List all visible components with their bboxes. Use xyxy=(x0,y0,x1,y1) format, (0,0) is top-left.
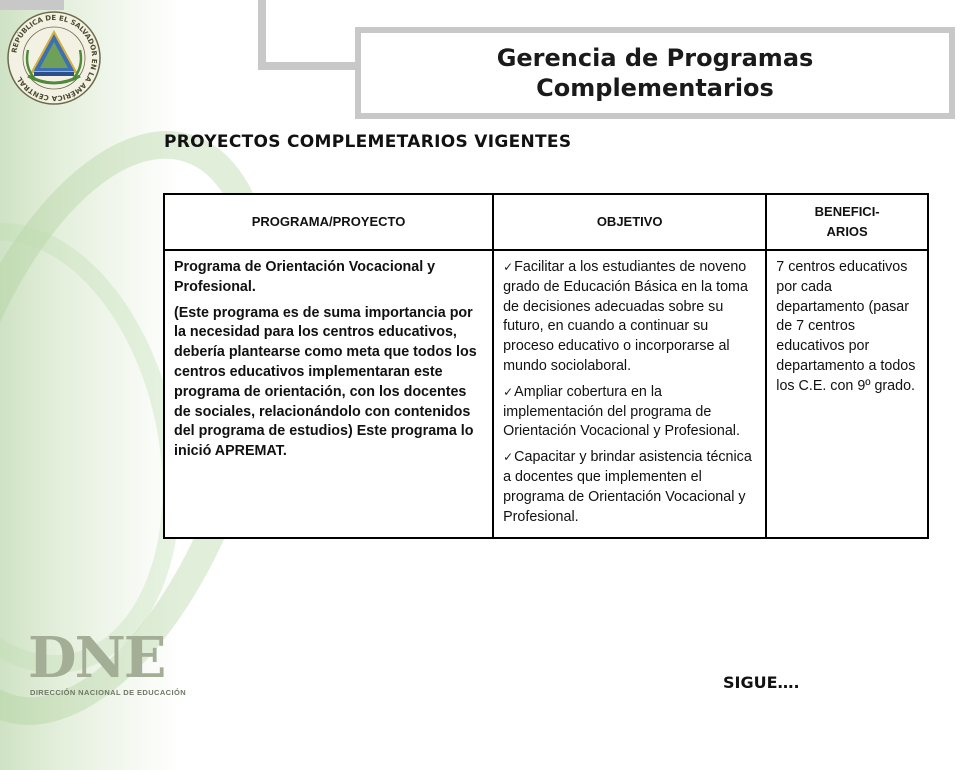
header-beneficiarios xyxy=(766,194,928,250)
objective-text: Ampliar cobertura en la implementación del programa de Orientación Vocacional y Profesional. xyxy=(503,383,740,440)
program-title: Programa de Orientación Vocacional y Profesional. xyxy=(174,259,436,295)
dne-logo xyxy=(28,625,188,710)
decorative-frame xyxy=(258,0,366,70)
header-programa: PROGRAMA/PROYECTO xyxy=(164,194,493,250)
logo-subtitle: DIRECCIÓN NACIONAL DE EDUCACIÓN xyxy=(30,688,187,697)
checkmark-icon: ✓ xyxy=(503,384,514,399)
table-header-row xyxy=(164,194,928,250)
list-item xyxy=(503,448,757,527)
header-beneficiarios-line1: BENEFICI- xyxy=(814,204,880,219)
decorative-bar xyxy=(0,0,64,10)
objective-text: Facilitar a los estudiantes de noveno grado de Educación Básica en la toma de decisiones adecuadas sobre su futuro, en cuando a continuar su proceso educativo o incorporarse al mundo sociolaboral. xyxy=(503,259,748,374)
logo-text: DNE xyxy=(28,625,165,691)
title-box xyxy=(355,27,955,119)
table-row xyxy=(164,250,928,538)
header-beneficiarios-line2: ARIOS xyxy=(826,224,868,239)
continue-label: SIGUE…. xyxy=(723,673,800,692)
seal-text: REPÚBLICA DE EL SALVADOR EN LA AMÉRICA CENTRAL xyxy=(10,13,99,103)
projects-table xyxy=(163,193,929,539)
page-title-line1: Gerencia de Programas xyxy=(496,44,814,72)
list-item xyxy=(503,383,757,442)
cell-programa xyxy=(164,250,493,538)
checkmark-icon: ✓ xyxy=(503,450,514,465)
page-title-line2: Complementarios xyxy=(536,74,774,102)
program-note: (Este programa es de suma importancia por la necesidad para los centros educativos, debería plantearse como meta que todos los centros educativos implementaran este programa de orientación, con los docentes de sociales, relacionándolo con contenidos del programa de estudios) Este programa lo inició APREMAT. xyxy=(174,304,477,460)
cell-beneficiarios: 7 centros educativos por cada departamento (pasar de 7 centros educativos por departamento a todos los C.E. con 9º grado. xyxy=(766,250,928,538)
section-subtitle: PROYECTOS COMPLEMETARIOS VIGENTES xyxy=(164,132,572,152)
cell-objetivo xyxy=(493,250,766,538)
checkmark-icon: ✓ xyxy=(503,260,514,274)
objectives-list xyxy=(503,258,757,527)
header-objetivo: OBJETIVO xyxy=(493,194,766,250)
page-title xyxy=(497,43,814,103)
list-item xyxy=(503,258,757,377)
objective-text: Capacitar y brindar asistencia técnica a docentes que implementen el programa de Orientación Vocacional y Profesional. xyxy=(503,449,752,525)
coat-of-arms-icon xyxy=(6,10,102,106)
